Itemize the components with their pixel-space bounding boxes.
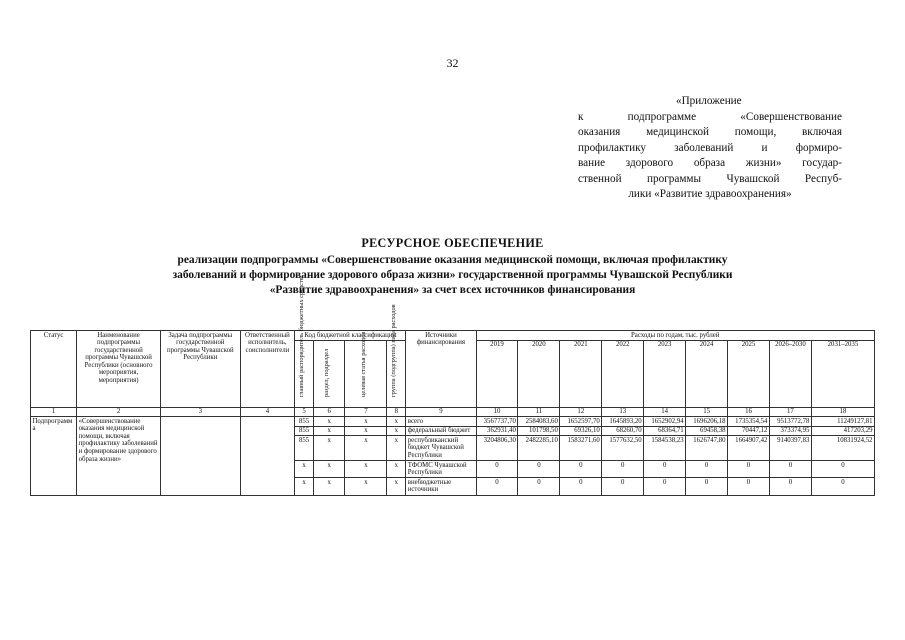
header-code-col: главный распорядитель бюджетных средств	[295, 340, 314, 407]
header-source: Источники финансирования	[406, 331, 476, 408]
header-name: Наименование подпрограммы государственной программы Чувашской Республики (основного мероприятия, мероприятия)	[77, 331, 161, 408]
source-cell: федеральный бюджет	[406, 426, 476, 436]
appendix-line: ственной программы Чувашской Респуб-	[578, 172, 842, 185]
value-cell: 362931,40	[476, 426, 518, 436]
code-cell: x	[295, 478, 314, 495]
responsible-cell	[240, 417, 295, 495]
source-cell: республиканский бюджет Чувашской Республики	[406, 436, 476, 461]
appendix-line: к подпрограмме «Совершенствование	[578, 110, 842, 123]
column-number: 7	[345, 407, 387, 417]
value-cell: 0	[476, 461, 518, 478]
value-cell: 0	[476, 478, 518, 495]
header-year: 2026–2030	[769, 340, 811, 407]
value-cell: 1577632,50	[602, 436, 644, 461]
subtitle-line: «Развитие здравоохранения» за счет всех источников финансирования	[269, 284, 636, 296]
value-cell: 9513772,78	[769, 417, 811, 427]
header-year: 2019	[476, 340, 518, 407]
code-cell: x	[314, 478, 345, 495]
column-number: 9	[406, 407, 476, 417]
table-row	[31, 417, 875, 427]
value-cell: 69326,10	[560, 426, 602, 436]
header-year: 2024	[686, 340, 728, 407]
code-cell: x	[387, 426, 406, 436]
value-cell: 2482285,10	[518, 436, 560, 461]
appendix-line: лики «Развитие здравоохранения»	[628, 188, 792, 200]
column-number: 15	[686, 407, 728, 417]
column-number: 5	[295, 407, 314, 417]
code-cell: x	[345, 478, 387, 495]
header-responsible: Ответственный исполнитель, соисполнители	[240, 331, 295, 408]
value-cell: 373374,95	[769, 426, 811, 436]
code-cell: x	[387, 417, 406, 427]
column-number: 1	[31, 407, 77, 417]
value-cell: 68260,70	[602, 426, 644, 436]
header-expenses-group: Расходы по годам, тыс. рублей	[476, 331, 874, 341]
value-cell: 0	[686, 478, 728, 495]
column-number: 3	[160, 407, 240, 417]
header-code-col: раздел, подраздел	[314, 340, 345, 407]
column-number: 13	[602, 407, 644, 417]
source-cell: всего	[406, 417, 476, 427]
header-year: 2031–2035	[811, 340, 874, 407]
code-cell: 855	[295, 436, 314, 461]
value-cell: 0	[811, 478, 874, 495]
value-cell: 1584538,23	[644, 436, 686, 461]
value-cell: 0	[518, 478, 560, 495]
value-cell: 0	[518, 461, 560, 478]
document-title: РЕСУРСНОЕ ОБЕСПЕЧЕНИЕ	[361, 236, 544, 250]
value-cell: 3204806,30	[476, 436, 518, 461]
code-cell: x	[345, 426, 387, 436]
code-cell: 855	[295, 417, 314, 427]
header-code-col: группа (подгруппа) вида расходов	[387, 340, 406, 407]
source-cell: внебюджетные источники	[406, 478, 476, 495]
status-cell: Подпрограмма	[31, 417, 77, 495]
code-cell: x	[387, 436, 406, 461]
value-cell: 1735354,54	[728, 417, 770, 427]
header-code-col: целевая статья расходов	[345, 340, 387, 407]
appendix-line: оказания медицинской помощи, включая	[578, 126, 842, 138]
column-number: 14	[644, 407, 686, 417]
header-year: 2020	[518, 340, 560, 407]
value-cell: 0	[728, 461, 770, 478]
value-cell: 1696206,18	[686, 417, 728, 427]
value-cell: 69458,38	[686, 426, 728, 436]
code-cell: x	[314, 417, 345, 427]
code-cell: x	[295, 461, 314, 478]
value-cell: 1583271,60	[560, 436, 602, 461]
value-cell: 0	[644, 461, 686, 478]
value-cell: 0	[560, 478, 602, 495]
header-year: 2021	[560, 340, 602, 407]
value-cell: 2584083,60	[518, 417, 560, 427]
code-cell: x	[387, 461, 406, 478]
code-cell: x	[345, 436, 387, 461]
value-cell: 101798,50	[518, 426, 560, 436]
value-cell: 0	[769, 461, 811, 478]
header-year: 2023	[644, 340, 686, 407]
value-cell: 1664907,42	[728, 436, 770, 461]
appendix-line: «Приложение	[676, 95, 742, 107]
code-cell: 855	[295, 426, 314, 436]
value-cell: 417203,29	[811, 426, 874, 436]
appendix-note	[578, 94, 842, 203]
value-cell: 0	[644, 478, 686, 495]
column-number-row	[31, 407, 875, 417]
value-cell: 68364,71	[644, 426, 686, 436]
header-year: 2022	[602, 340, 644, 407]
column-number: 18	[811, 407, 874, 417]
value-cell: 0	[728, 478, 770, 495]
header-row	[31, 331, 875, 341]
value-cell: 1652902,94	[644, 417, 686, 427]
page-number: 32	[446, 56, 459, 70]
value-cell: 0	[602, 478, 644, 495]
appendix-line: вание здорового образа жизни» государ-	[578, 157, 842, 169]
column-number: 11	[518, 407, 560, 417]
value-cell: 0	[811, 461, 874, 478]
value-cell: 0	[769, 478, 811, 495]
value-cell: 1645893,20	[602, 417, 644, 427]
value-cell: 9140397,83	[769, 436, 811, 461]
value-cell: 70447,12	[728, 426, 770, 436]
column-number: 12	[560, 407, 602, 417]
code-cell: x	[345, 417, 387, 427]
subprogram-name-cell: «Совершенствование оказания медицинской помощи, включая профилактику заболеваний и формирование здорового образа жизни»	[77, 417, 161, 495]
column-number: 4	[240, 407, 295, 417]
subtitle-line: заболеваний и формирование здорового образа жизни» государственной программы Чувашской Республики	[172, 269, 733, 281]
task-cell	[160, 417, 240, 495]
header-year: 2025	[728, 340, 770, 407]
header-task: Задача подпрограммы государственной программы Чувашской Республики	[160, 331, 240, 408]
document-subtitle	[60, 253, 845, 298]
header-code-group: Код бюджетной классификации	[295, 331, 406, 341]
appendix-line: профилактику заболеваний и формиро-	[578, 141, 842, 154]
column-number: 8	[387, 407, 406, 417]
value-cell: 1626747,80	[686, 436, 728, 461]
source-cell: ТФОМС Чувашской Республики	[406, 461, 476, 478]
value-cell: 3567737,70	[476, 417, 518, 427]
value-cell: 1652597,70	[560, 417, 602, 427]
column-number: 16	[728, 407, 770, 417]
code-cell: x	[314, 461, 345, 478]
column-number: 2	[77, 407, 161, 417]
code-cell: x	[387, 478, 406, 495]
column-number: 10	[476, 407, 518, 417]
code-cell: x	[345, 461, 387, 478]
value-cell: 0	[602, 461, 644, 478]
value-cell: 0	[686, 461, 728, 478]
header-status: Статус	[31, 331, 77, 408]
code-cell: x	[314, 436, 345, 461]
value-cell: 0	[560, 461, 602, 478]
code-cell: x	[314, 426, 345, 436]
column-number: 17	[769, 407, 811, 417]
subtitle-line: реализации подпрограммы «Совершенствование оказания медицинской помощи, включая профилактику	[177, 254, 728, 266]
value-cell: 10831924,52	[811, 436, 874, 461]
column-number: 6	[314, 407, 345, 417]
value-cell: 11249127,81	[811, 417, 874, 427]
